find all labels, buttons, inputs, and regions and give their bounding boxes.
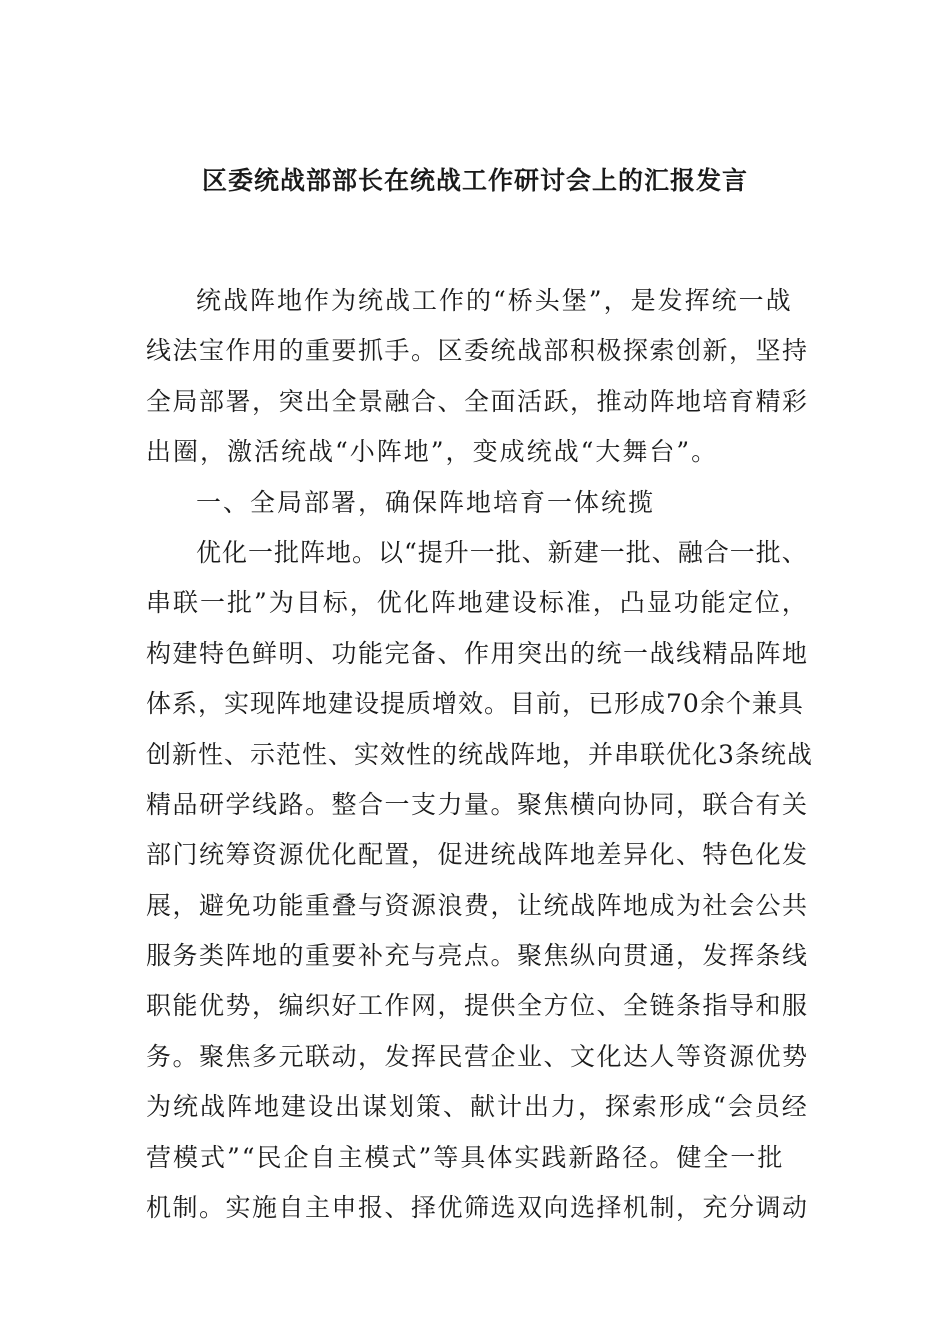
document-title: 区委统战部部长在统战工作研讨会上的汇报发言 [201, 166, 748, 195]
body-line: 机制。实施自主申报、择优筛选双向选择机制，充分调动 [146, 1193, 809, 1223]
body-line: 职能优势，编织好工作网，提供全方位、全链条指导和服 [146, 991, 809, 1021]
body-line: 精品研学线路。整合一支力量。聚焦横向协同，联合有关 [146, 789, 809, 819]
body-line: 营模式”“民企自主模式”等具体实践新路径。健全一批 [146, 1142, 785, 1172]
body-line: 线法宝作用的重要抓手。区委统战部积极探索创新，坚持 [146, 336, 809, 366]
body-line: 一、全局部署，确保阵地培育一体统揽 [196, 487, 656, 517]
body-line: 全局部署，突出全景融合、全面活跃，推动阵地培育精彩 [146, 386, 809, 416]
body-line: 部门统筹资源优化配置，促进统战阵地差异化、特色化发 [146, 840, 809, 870]
body-line: 构建特色鲜明、功能完备、作用突出的统一战线精品阵地 [146, 638, 809, 668]
body-line: 服务类阵地的重要补充与亮点。聚焦纵向贯通，发挥条线 [146, 941, 809, 971]
body-line: 统战阵地作为统战工作的“桥头堡”，是发挥统一战 [196, 286, 793, 315]
document-body [146, 276, 816, 1233]
body-line: 展，避免功能重叠与资源浪费，让统战阵地成为社会公共 [146, 890, 809, 920]
body-line: 体系，实现阵地建设提质增效。目前，已形成70余个兼具 [146, 689, 804, 719]
body-line: 出圈，激活统战“小阵地”，变成统战“大舞台”。 [146, 437, 719, 467]
body-line: 务。聚焦多元联动，发挥民营企业、文化达人等资源优势 [146, 1041, 809, 1071]
body-line: 串联一批”为目标，优化阵地建设标准，凸显功能定位， [146, 588, 809, 618]
body-line: 优化一批阵地。以“提升一批、新建一批、融合一批、 [196, 537, 808, 567]
body-line: 创新性、示范性、实效性的统战阵地，并串联优化3条统战 [146, 739, 813, 769]
body-line: 为统战阵地建设出谋划策、献计出力，探索形成“会员经 [146, 1092, 809, 1122]
